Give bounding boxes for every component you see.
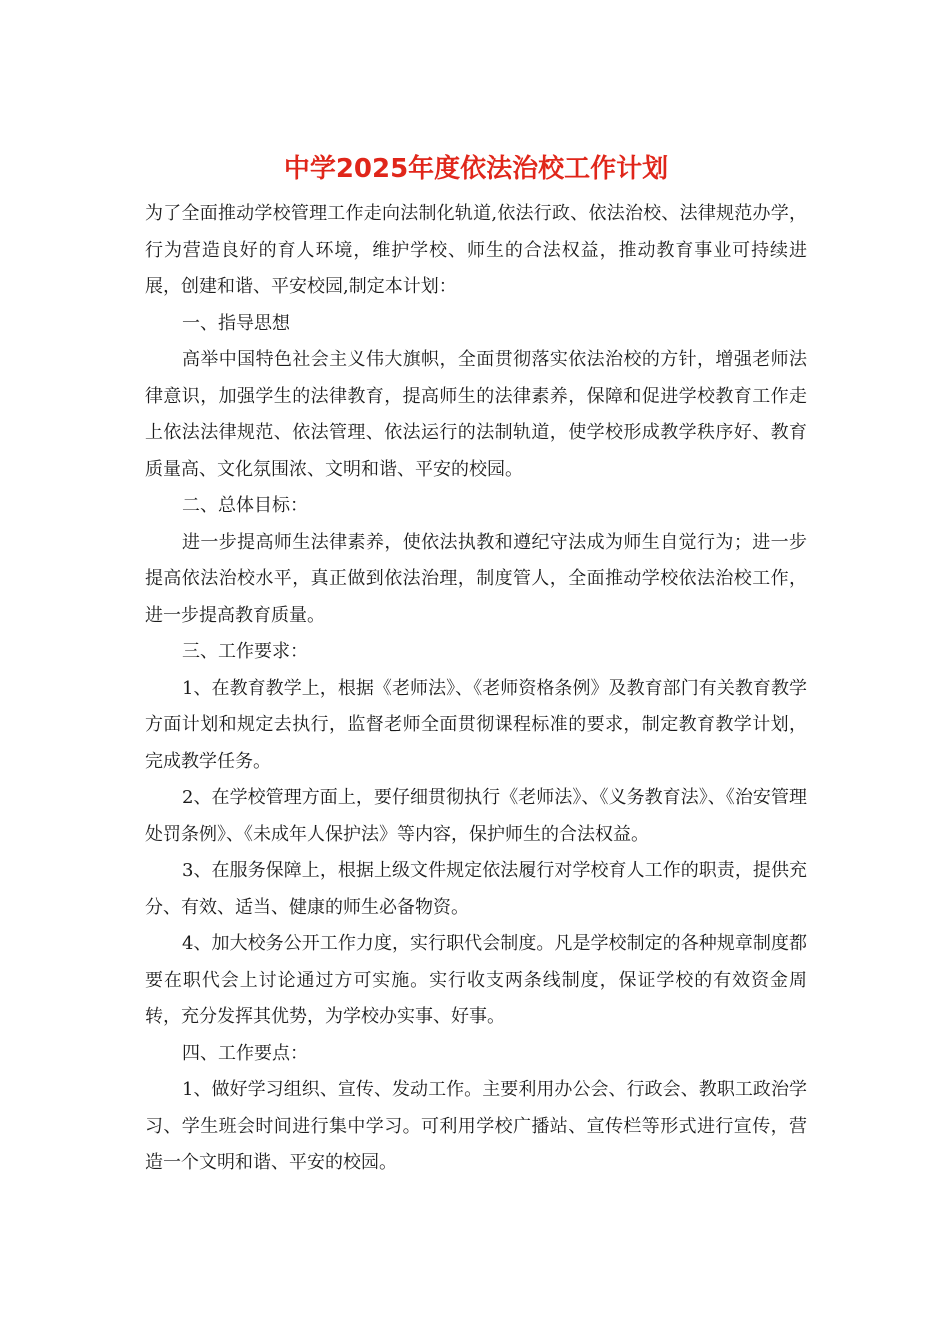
requirement-item-4: 4、加大校务公开工作力度，实行职代会制度。凡是学校制定的各种规章制度都要在职代会上讨论通过方可实施。实行收支两条线制度，保证学校的有效资金周转，充分发挥其优势，为学校办实事、好事。 <box>145 933 807 1027</box>
requirement-item-3: 3、在服务保障上，根据上级文件规定依法履行对学校育人工作的职责，提供充分、有效、适当、健康的师生必备物资。 <box>145 860 807 918</box>
document-page <box>145 150 807 1182</box>
section-heading-guiding: 一、指导思想 <box>182 312 290 334</box>
guiding-paragraph: 高举中国特色社会主义伟大旗帜，全面贯彻落实依法治校的方针，增强老师法律意识，加强学生的法律教育，提高师生的法律素养，保障和促进学校教育工作走上依法法律规范、依法管理、依法运行的法制轨道，使学校形成教学秩序好、教育质量高、文化氛围浓、文明和谐、平安的校园。 <box>145 349 807 480</box>
requirement-item-1: 1、在教育教学上，根据《老师法》、《老师资格条例》及教育部门有关教育教学方面计划和规定去执行，监督老师全面贯彻课程标准的要求，制定教育教学计划，完成教学任务。 <box>145 677 807 772</box>
goals-paragraph: 进一步提高师生法律素养，使依法执教和遵纪守法成为师生自觉行为；进一步提高依法治校水平，真正做到依法治理，制度管人，全面推动学校依法治校工作，进一步提高教育质量。 <box>145 531 807 626</box>
section-heading-requirements: 三、工作要求： <box>182 641 308 662</box>
key-point-item-1: 1、做好学习组织、宣传、发动工作。主要利用办公会、行政会、教职工政治学习、学生班会时间进行集中学习。可利用学校广播站、宣传栏等形式进行宣传，营造一个文明和谐、平安的校园。 <box>145 1079 807 1173</box>
document-title: 中学2025年度依法治校工作计划 <box>283 154 669 184</box>
requirement-item-2: 2、在学校管理方面上，要仔细贯彻执行《老师法》、《义务教育法》、《治安管理处罚条例》、《未成年人保护法》等内容，保护师生的合法权益。 <box>145 787 807 845</box>
section-heading-key-points: 四、工作要点： <box>182 1042 308 1064</box>
intro-paragraph: 为了全面推动学校管理工作走向法制化轨道,依法行政、依法治校、法律规范办学，行为营造良好的育人环境，维护学校、师生的合法权益，推动教育事业可持续进展，创建和谐、平安校园,制定本计划： <box>145 203 807 297</box>
section-heading-goals: 二、总体目标： <box>182 495 308 516</box>
